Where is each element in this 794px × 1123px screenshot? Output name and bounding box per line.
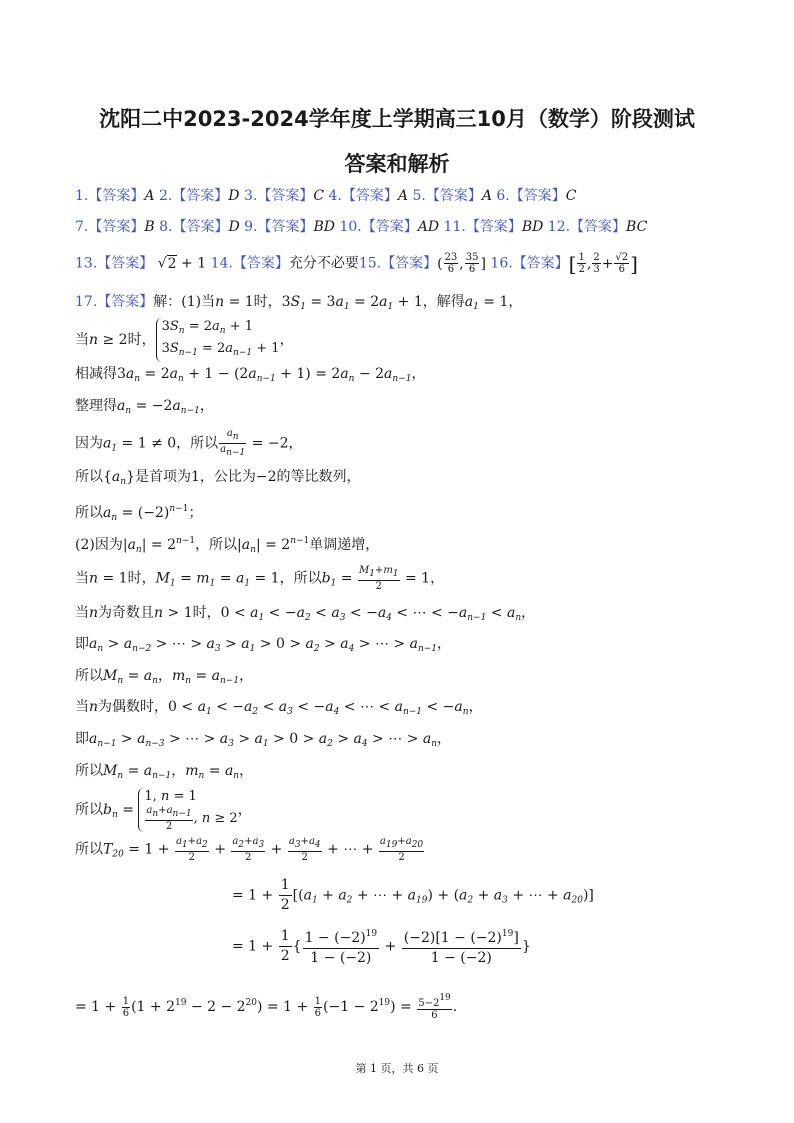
answer-tag: 【答案】 [172,219,229,235]
question-number: 11. [443,219,466,235]
question-number: 4. [328,188,342,204]
question-number: 8. [159,219,173,235]
answer-choice: A [144,188,155,204]
q13-value: √2 + 1 [157,255,207,272]
q16-value: [ $\frac{1}{2}$ , $\frac{2}{3}$ + $\frac{√2}{6}$ ] [568,251,638,276]
solution-line: 所以$a_n = (-2)^{n-1}$； [75,504,203,523]
solution-line: 即$a_n > a_{n-2}$ > ⋯ > $a_3 > a_1 > 0 > a_2 > a_4$ > ⋯ > $a_{n-1}$， [75,636,452,654]
answer-tag: 【答案】 [512,255,569,272]
question-number: 5. [412,188,426,204]
answer-row-1 [75,186,576,206]
answer-tag: 【答案】 [172,188,229,204]
solution-line: (2)因为$|a_n| = 2^{n-1}$，所以$|a_n| = 2^{n-1}$单调递增， [75,536,380,555]
answer-choice: BD [521,219,544,235]
solution-line: 所以$T_{20} = 1$ + $\frac{a1+a2}{2}$ + $\frac{a2+a3}{2}$ + $\frac{a3+a4}{2}$ + ⋯ + $\frac{a19+a20}{2}$ [75,836,424,863]
answer-tag: 【答案】 [425,188,482,204]
solution-line: = 1 + $\frac{1}{2}$ [($a_1 + a_2$ + ⋯ + $a_{19}) + (a_2 + a_3$ + ⋯ + $a_{20}$)] [232,877,594,913]
answer-tag: 【答案】 [232,255,289,272]
answer-choice: BD [313,219,336,235]
answer-tag: 【答案】 [465,219,522,235]
answer-choice: B [144,219,155,235]
solution-line: 所以$b_n$ = 1, n = 1 $\frac{an+an-1}{2}$ , n ≥ 2 ， [75,789,252,832]
answer-tag: 【答案】 [88,219,145,235]
answer-row-2 [75,217,647,237]
q17-label: 17. [75,294,98,310]
answer-tag: 【答案】 [361,219,418,235]
page-subtitle: 答案和解析 [344,152,450,176]
answer-tag: 【答案】 [257,188,314,204]
question-number: 10. [339,219,362,235]
page-footer: 第 1 页，共 6 页 [355,1062,439,1075]
solution-line: 所以$M_n = a_{n-1}$，$m_n = a_n$， [75,763,254,781]
solution-line: = 1 + $\frac{1}{6}$ $(1 + 2^{19} - 2 - 2^{20}) = 1$ + $\frac{1}{6}$ $(-1 - 2^{19})$ = $\frac{5-219}{6}$ . [75,993,458,1021]
answer-tag: 【答案】 [381,255,438,272]
answer-choice: AD [417,219,440,235]
answer-tag: 【答案】 [257,219,314,235]
answer-row-3 [75,252,638,275]
answer-tag: 【答案】 [570,219,627,235]
q14-label: 14. [210,255,233,272]
solution-line: 因为$a_1 = 1 \ne 0$，所以 $\frac{an}{an-1}$ = −2， [75,428,303,458]
answer-tag: 【答案】 [509,188,566,204]
answer-choice: D [228,188,240,204]
q16-label: 16. [490,255,513,272]
question-number: 9. [244,219,258,235]
solution-line: 当n为偶数时，$0 < a_1 < -a_2 < a_3 < -a_4$ < ⋯ < $a_{n-1} < -a_n$， [75,699,483,717]
question-number: 12. [547,219,571,235]
q14-value: 充分不必要 [288,255,359,272]
solution-line: 即$a_{n-1} > a_{n-3}$ > ⋯ > $a_3 > a_1 > 0 > a_2 > a_4$ > ⋯ > $a_n$， [75,731,452,749]
solution-line: 当n为奇数且n > 1时，$0 < a_1 < -a_2 < a_3 < -a_4$ < ⋯ < $-a_{n-1} < a_n$， [75,605,536,623]
solution-line: 当n ≥ 2时， $3S_n = 2a_n + 1$ $3S_{n-1} = 2a_{n-1} + 1$ ， [75,318,294,362]
solution-line: 所以$M_n = a_n$，$m_n = a_{n-1}$， [75,668,254,686]
solution-line: 所以$\{a_n\}$是首项为1，公比为−2的等比数列， [75,469,361,487]
page-title: 沈阳二中2023-2024学年度上学期高三10月（数学）阶段测试 [99,107,695,131]
answer-choice: C [313,188,325,204]
answer-choice: D [228,219,240,235]
q15-label: 15. [358,255,382,272]
solution-line: 当n = 1时，$M_1 = m_1 = a_1 = 1$，所以$b_1$ = $\frac{M1+m1}{2}$ = 1， [75,565,445,592]
solution-line: 相减得$3a_n = 2a_n + 1 - (2a_{n-1} + 1) = 2a_n - 2a_{n-1}$， [75,366,426,384]
solution-line: = 1 + $\frac{1}{2}$ { $\frac{1 - (-2)^{19}}{1 - (-2)}$ + $\frac{(-2)[1 - (-2)^{19}]}{1 - (-2)}$ } [232,925,531,968]
q13-label: 13. [75,255,98,272]
answer-tag: 【答案】 [97,255,154,272]
answer-choice: C [565,188,577,204]
answer-choice: BC [626,219,648,235]
question-number: 7. [75,219,89,235]
solution-line: 17.【答案】解：(1)当n = 1时，$3S_1 = 3a_1 = 2a_1 + 1$，解得$a_1 = 1$， [75,294,523,312]
q15-value: ( $\frac{23}{6}$ , $\frac{35}{6}$ ] [437,252,486,275]
answer-tag: 【答案】 [88,188,145,204]
question-number: 6. [496,188,510,204]
solution-line: 整理得$a_n = -2a_{n-1}$， [75,398,214,416]
answer-choice: A [481,188,492,204]
answer-tag: 【答案】 [97,294,154,310]
question-number: 2. [158,188,173,204]
question-number: 3. [243,188,258,204]
answer-tag: 【答案】 [341,188,398,204]
answer-choice: A [397,188,408,204]
question-number: 1. [75,188,89,204]
